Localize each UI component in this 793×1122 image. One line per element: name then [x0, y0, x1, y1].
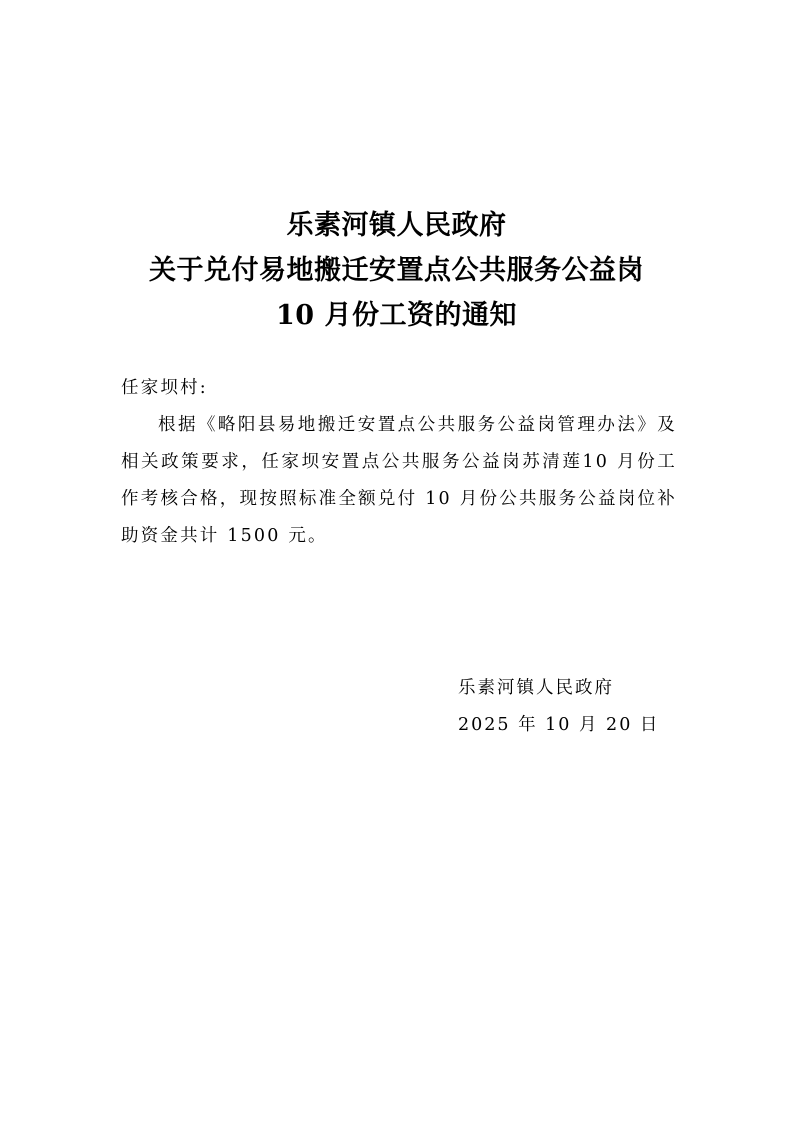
signature-organization: 乐素河镇人民政府 [458, 678, 614, 698]
title-line-2: 关于兑付易地搬迁安置点公共服务公益岗 [149, 255, 644, 286]
signature-date: 2025 年 10 月 20 日 [458, 715, 660, 735]
salutation: 任家坝村: [121, 378, 208, 398]
signature-block [458, 670, 659, 744]
body-paragraph: 根据《略阳县易地搬迁安置点公共服务公益岗管理办法》及相关政策要求，任家坝安置点公共服务公益岗苏清莲10 月份工作考核合格，现按照标准全额兑付 10 月份公共服务公益岗位补助资金共计 1500 元。 [121, 415, 677, 546]
document-title [0, 203, 793, 338]
title-line-3: 10 月份工资的通知 [276, 300, 517, 331]
title-line-1: 乐素河镇人民政府 [286, 210, 507, 241]
